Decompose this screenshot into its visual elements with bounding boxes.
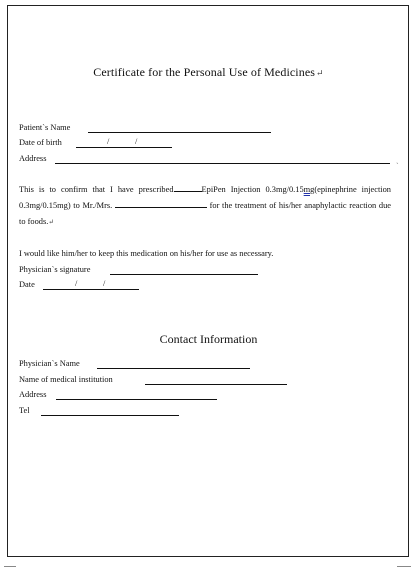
dob-label: Date of birth (19, 138, 62, 147)
page-bottom-rule-right (397, 566, 411, 567)
page-frame (7, 5, 409, 557)
request-sentence: I would like him/her to keep this medication on his/her for use as necessary. (19, 249, 274, 258)
date-field[interactable] (43, 289, 139, 290)
statement-medication: EpiPen Injection 0.3mg/0.15 (201, 185, 304, 194)
recipient-name-field[interactable] (115, 198, 207, 208)
paragraph-mark: ↵ (316, 68, 324, 78)
physician-signature-field[interactable] (110, 274, 258, 275)
tel-label: Tel (19, 406, 30, 415)
physician-signature-label: Physician`s signature (19, 265, 91, 274)
statement-part1: This is to confirm that I have prescribed (19, 185, 174, 194)
line-end-mark: ˎ (396, 155, 399, 164)
patient-name-label: Patient`s Name (19, 123, 71, 132)
certificate-title-text: Certificate for the Personal Use of Medicines (93, 65, 316, 79)
address-label: Address (19, 154, 47, 163)
statement-paragraph-mark: ↵ (48, 218, 55, 226)
date-separator-2: / (103, 279, 106, 288)
date-separator-1: / (75, 279, 78, 288)
dob-separator-2: / (135, 137, 138, 146)
contact-address-label: Address (19, 390, 47, 399)
certificate-title (0, 65, 417, 80)
contact-physician-name-label: Physician`s Name (19, 359, 80, 368)
institution-name-label: Name of medical institution (19, 375, 113, 384)
prescription-statement (19, 182, 391, 230)
contact-address-field[interactable] (56, 399, 217, 400)
contact-information-heading: Contact Information (159, 332, 258, 346)
tel-field[interactable] (41, 415, 179, 416)
institution-name-field[interactable] (145, 384, 287, 385)
prescribed-blank-field[interactable] (174, 182, 202, 192)
page-bottom-rule-left (4, 566, 16, 567)
statement-part3: for the treatment of his/her anaphylactic reaction due to foods. (19, 201, 392, 226)
statement-unit: mg (303, 185, 315, 194)
dob-separator-1: / (107, 137, 110, 146)
date-label: Date (19, 280, 35, 289)
dob-field[interactable] (76, 147, 172, 148)
address-field[interactable] (55, 163, 390, 164)
contact-physician-name-field[interactable] (97, 368, 250, 369)
statement-part2: (epinephrine injection 0.3mg/0.15mg) to Mr./Mrs. (19, 185, 391, 210)
patient-name-field[interactable] (88, 132, 271, 133)
